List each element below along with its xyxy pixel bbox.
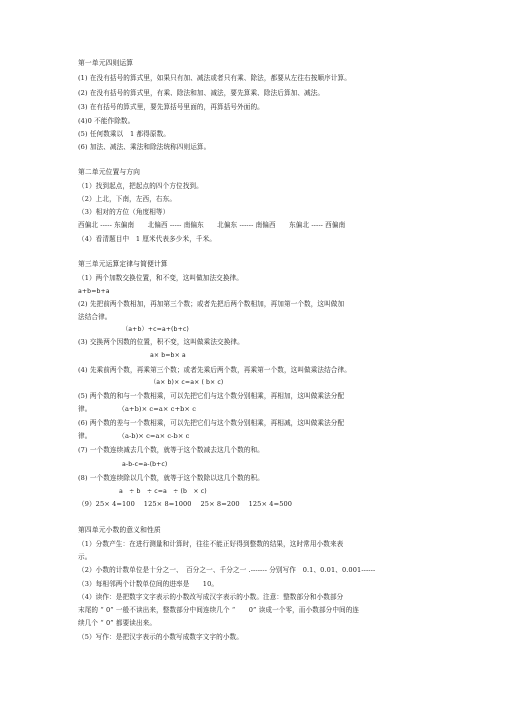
formula-add-commutative: a+b=b+a (78, 288, 110, 295)
unit4-item-5: （5）写作：是把汉字表示的小数写成数字文字的小数。 (78, 633, 243, 641)
formula-mul-commutative: a× b=b× a (150, 352, 186, 359)
unit1-heading: 第一单元四则运算 (78, 59, 134, 67)
unit3-law-6-formula: 律。 （a-b)× c=a× c-b× c (78, 432, 190, 440)
unit3-law-5: (5) 两个数的和与一个数相乘，可以先把它们与这个数分别相乘，再相加，这叫做乘法分配 (78, 392, 345, 400)
unit4-item-4-cont2: 续几个 “ 0” 都要读出来。 (78, 619, 157, 627)
formula-add-associative: （a+b）+c=a+(b+c) (122, 326, 189, 333)
unit4-item-2: （2）小数的计数单位是十分之一、 百分之一、千分之一 .------- 分别写作 0.1、0.01、0.001------ (78, 566, 376, 574)
formula-division: a ÷ b ÷ c=a ÷ (b × c) (119, 488, 207, 495)
unit1-rule-5: (5) 任何数乘以 1 都得原数。 (78, 130, 170, 138)
unit2-item-3: （3）相对的方位（角度相等） (78, 208, 170, 216)
unit2-heading: 第二单元位置与方向 (78, 168, 141, 176)
unit2-item-1: （1）找到起点，把起点的四个方位找到。 (78, 182, 203, 190)
unit3-law-3: (3) 交换两个因数的位置，积不变，这叫做乘法交换律。 (78, 338, 244, 346)
unit4-item-1-cont: 示。 (78, 553, 92, 561)
unit3-law-6: (6) 两个数的差与一个数相乘，可以先把它们与这个数分别相乘，再相减，这叫做乘法分配 (78, 419, 345, 427)
unit2-directions: 西偏北 ----- 东偏南 北偏西 ----- 南偏东 北偏东 ------ 南偏西 东偏北 ----- 西偏南 (78, 221, 346, 229)
formula-subtraction: a-b-c=a-(b+c) (122, 461, 168, 468)
unit4-item-1: （1）分数产生：在进行测量和计算时，往往不能正好得到整数的结果，这时常用小数来表 (78, 540, 344, 548)
unit1-rule-6: (6) 加法、减法、乘法和除法统称四则运算。 (78, 143, 211, 151)
unit3-law-7: (7) 一个数连续减去几个数，就等于这个数减去这几个数的和。 (78, 446, 264, 454)
unit4-item-3: （3）每相邻两个计数单位间的进率是 10。 (78, 580, 219, 588)
unit1-rule-4: (4)0 不能作除数。 (78, 117, 135, 125)
unit3-law-4: (4) 先乘前两个数，再乘第三个数；或者先乘后两个数，再乘第一个数，这叫做乘法结合律。 (78, 366, 351, 374)
unit3-law-9: （9）25× 4=100 125× 8=1000 25× 8=200 125× 4=500 (78, 500, 293, 508)
unit3-law-5-formula: 律。 （a+b)× c=a× c+b× c (78, 405, 197, 413)
unit2-item-4: （4）看清题目中 1 厘米代表多少米，千米。 (78, 235, 216, 243)
unit3-law-1: （1）两个加数交换位置，和不变，这叫做加法交换律。 (78, 274, 243, 282)
unit3-law-2: (2) 先把前两个数相加，再加第三个数；或者先把后两个数相加，再加第一个数，这叫做加 (78, 300, 345, 308)
unit4-item-4-cont: 末尾的 “ 0” 一般不读出来，整数部分中间连续几个 “ 0” 读成一个零，而小数部分中间的连 (78, 606, 360, 614)
unit3-heading: 第三单元运算定律与简便计算 (78, 260, 168, 268)
unit3-law-2-cont: 法结合律。 (78, 313, 112, 321)
unit4-item-4: （4）读作：是把数字文字表示的小数改写成汉字表示的小数。注意：整数部分和小数部分 (78, 593, 344, 601)
formula-mul-associative: （a× b)× c=a× ( b× c) (150, 379, 224, 386)
unit3-law-8: (8) 一个数连续除以几个数，就等于这个数除以这几个数的积。 (78, 474, 264, 482)
unit1-rule-3: (3) 在有括号的算式里，要先算括号里面的，再算括号外面的。 (78, 103, 264, 111)
unit4-heading: 第四单元小数的意义和性质 (78, 526, 161, 534)
unit1-rule-2: (2) 在没有括号的算式里，有乘、除法和加、减法，要先算乘、除法后算加、减法。 (78, 89, 325, 97)
unit1-rule-1: (1) 在没有括号的算式里，如果只有加、减法或者只有乘、除法，都要从左往右按顺序计算。 (78, 74, 351, 82)
unit2-item-2: （2）上北，下南，左西，右东。 (78, 195, 177, 203)
